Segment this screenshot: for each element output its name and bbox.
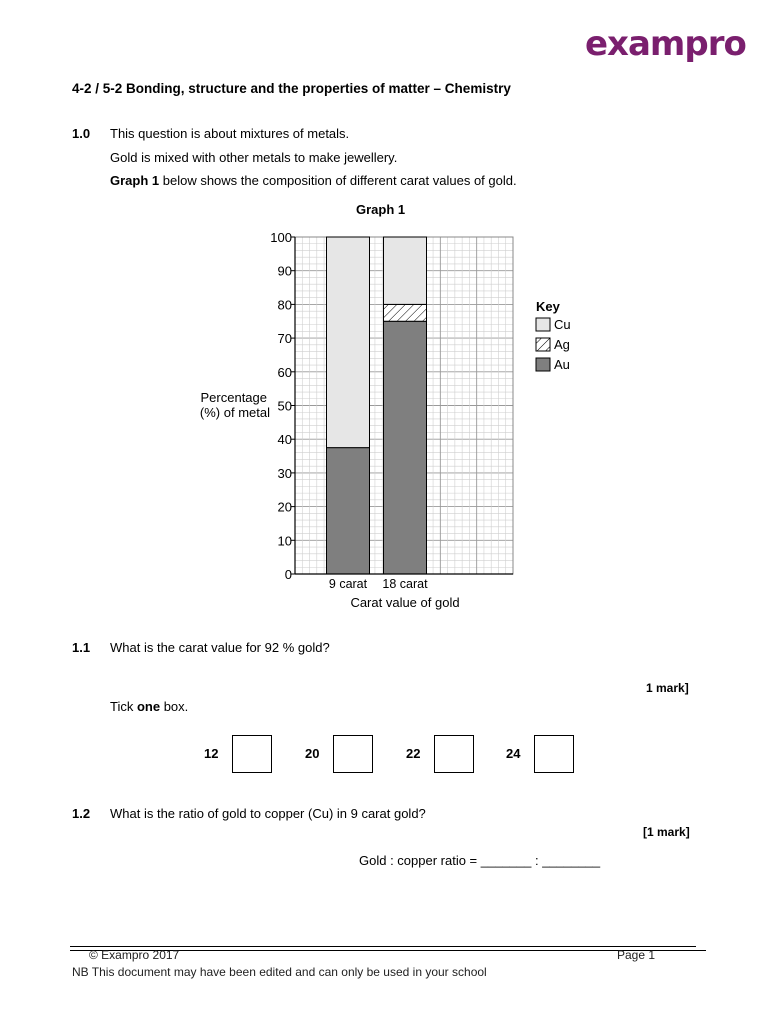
y-tick-label: 40 <box>277 432 292 448</box>
chart-legend <box>536 299 571 372</box>
question-text-line-3-rest: below shows the composition of different carat values of gold. <box>159 173 517 188</box>
y-tick-label: 80 <box>277 297 292 313</box>
question-text-line-1: This question is about mixtures of metals. <box>110 126 350 141</box>
bar-segment-ag-18-carat <box>384 304 427 321</box>
question-text-1-2: What is the ratio of gold to copper (Cu) in 9 carat gold? <box>110 806 426 821</box>
question-number-1-1: 1.1 <box>72 640 91 655</box>
x-axis-title: Carat value of gold <box>350 595 460 610</box>
y-tick-label: 20 <box>277 499 292 515</box>
option-checkbox-12[interactable] <box>232 735 272 773</box>
legend-label-ag: Ag <box>554 337 570 352</box>
tick-instruction-pre: Tick <box>110 699 137 714</box>
legend-label-cu: Cu <box>554 317 571 332</box>
bar-segment-au-9-carat <box>327 448 370 574</box>
graph-reference: Graph 1 <box>110 173 160 188</box>
question-text-line-3 <box>110 173 517 188</box>
option-label-24: 24 <box>506 746 521 761</box>
question-text-1-1: What is the carat value for 92 % gold? <box>110 640 330 655</box>
legend-swatch-au <box>536 358 550 371</box>
legend-swatch-cu <box>536 318 550 331</box>
marks-label-1-1: 1 mark] <box>646 681 689 695</box>
footer-note: NB This document may have been edited and can only be used in your school <box>72 965 487 979</box>
question-text-line-2: Gold is mixed with other metals to make jewellery. <box>110 150 398 165</box>
y-tick-label: 100 <box>270 230 292 245</box>
graph-title: Graph 1 <box>356 202 406 217</box>
legend-swatch-ag <box>536 338 550 351</box>
y-tick-label: 50 <box>277 398 292 414</box>
tick-instruction <box>110 699 188 714</box>
option-label-22: 22 <box>406 746 421 761</box>
y-tick-label: 90 <box>277 263 292 279</box>
option-label-12: 12 <box>204 746 219 761</box>
ratio-answer-line[interactable]: Gold : copper ratio = _______ : ________ <box>359 853 601 868</box>
legend-label-au: Au <box>554 357 570 372</box>
option-checkbox-22[interactable] <box>434 735 474 773</box>
bar-segment-au-18-carat <box>384 321 427 574</box>
x-tick-label: 18 carat <box>382 577 428 591</box>
question-number-1-0: 1.0 <box>72 126 91 141</box>
option-checkbox-20[interactable] <box>333 735 373 773</box>
footer-copyright: © Exampro 2017 <box>89 948 180 962</box>
y-tick-label: 0 <box>284 567 292 582</box>
legend-title: Key <box>536 299 560 314</box>
marks-label-1-2: [1 mark] <box>643 825 690 839</box>
y-tick-label: 70 <box>277 331 292 347</box>
stacked-bar-chart <box>180 224 600 616</box>
x-tick-label: 9 carat <box>328 577 368 591</box>
page-title: 4-2 / 5-2 Bonding, structure and the properties of matter – Chemistry <box>72 81 511 96</box>
y-axis-title-line: (%) of metal <box>199 405 270 420</box>
option-checkbox-24[interactable] <box>534 735 574 773</box>
tick-instruction-emphasis: one <box>136 699 161 714</box>
option-label-20: 20 <box>305 746 320 761</box>
bar-segment-cu-9-carat <box>327 237 370 448</box>
y-tick-label: 60 <box>277 364 292 380</box>
bar-segment-cu-18-carat <box>384 237 427 304</box>
question-number-1-2: 1.2 <box>72 806 91 821</box>
tick-instruction-post: box. <box>160 699 189 714</box>
y-axis-title-line: Percentage <box>200 390 267 405</box>
y-tick-label: 30 <box>277 465 292 481</box>
footer-page-number: Page 1 <box>617 948 656 962</box>
exampro-logo: exampro <box>585 24 746 64</box>
y-tick-label: 10 <box>277 533 292 549</box>
footer-divider-top <box>70 946 696 947</box>
